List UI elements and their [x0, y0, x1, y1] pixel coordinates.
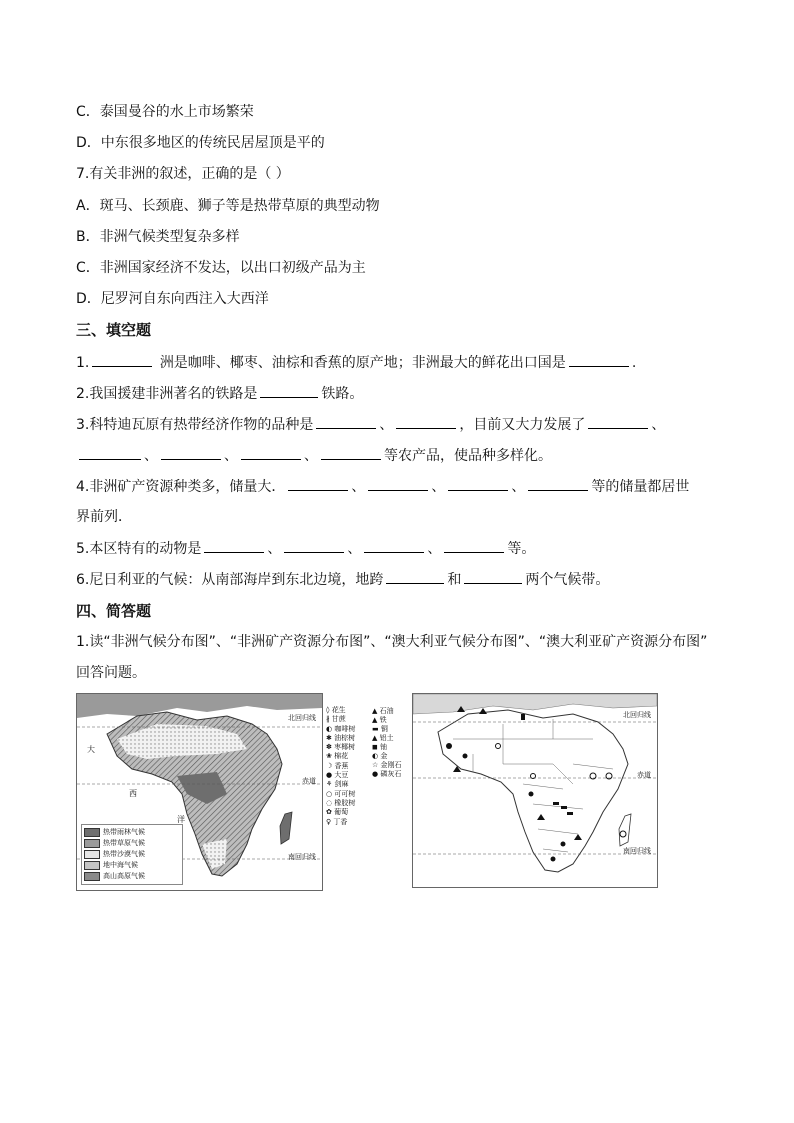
crop-legend-item: ❀ 棉花	[326, 752, 349, 761]
question-7-option-c: C．非洲国家经济不发达，以出口初级产品为主	[76, 260, 366, 276]
ocean-label-1: 大	[87, 745, 95, 754]
mineral-legend-item: ◐ 金	[372, 752, 388, 760]
crop-legend-item: ✿ 葡萄	[326, 808, 349, 817]
mineral-legend-item: ● 磷灰石	[372, 770, 402, 778]
fill-question-6: 6.尼日利亚的气候：从南部海岸到东北边境，地跨 和 两个气候带。	[76, 569, 609, 590]
crop-legend-item: ☽ 香蕉	[326, 761, 349, 770]
ocean-label-2: 西	[129, 789, 137, 798]
climate-legend-item: 地中海气候	[84, 860, 180, 871]
crop-legend-item: ◊ 花生	[326, 706, 346, 714]
ocean-label-3: 洋	[177, 815, 185, 824]
crop-legend-item: ● 大豆	[326, 771, 349, 780]
question-7-option-b: B．非洲气候类型复杂多样	[76, 229, 240, 245]
crop-legend-item: ⚘ 剑麻	[326, 780, 349, 789]
fill-question-3-cont: 、 、 、 等农产品，使品种多样化。	[76, 445, 552, 466]
mineral-legend-item: ▲ 铁	[372, 716, 387, 724]
tropic-north-label: 北回归线	[288, 714, 316, 722]
tropic-north-label: 北回归线	[623, 711, 651, 719]
tropic-south-label: 南回归线	[623, 847, 651, 855]
climate-legend-item: 热带雨林气候	[84, 827, 180, 838]
crop-legend-item: ∦ 甘蔗	[326, 715, 346, 724]
mineral-legend-item: ▲ 铝土	[372, 734, 394, 742]
crop-legend-item: ○ 可可树	[326, 789, 356, 798]
crop-legend-item: ◌ 橡胶树	[326, 798, 356, 807]
fill-question-4: 4.非洲矿产资源种类多，储量大． 、 、 、 等的储量都居世	[76, 476, 689, 497]
fill-question-1: 1. 洲是咖啡、椰枣、油棕和香蕉的原产地；非洲最大的鲜花出口国是 .	[76, 352, 636, 373]
equator-label: 赤道	[302, 777, 316, 785]
section-short-answer-heading: 四、简答题	[76, 602, 152, 620]
madagascar	[619, 814, 631, 846]
mineral-legend-item: ▬ 铜	[372, 725, 388, 733]
climate-legend	[81, 824, 183, 885]
crop-legend-item: ♀ 丁香	[326, 817, 348, 826]
africa-climate-map	[76, 693, 323, 891]
short-question-1-cont: 回答问题。	[76, 665, 146, 681]
fill-question-5: 5.本区特有的动物是 、 、 、 等。	[76, 538, 535, 559]
fill-question-3: 3.科特迪瓦原有热带经济作物的品种是 、 ，目前又大力发展了 、	[76, 414, 665, 435]
fill-question-4-cont: 界前列．	[76, 509, 132, 525]
europe-landmass	[77, 694, 322, 718]
short-question-1: 1.读“非洲气候分布图”、“非洲矿产资源分布图”、“澳大利亚气候分布图”、“澳大利亚矿产资源分布图”	[76, 634, 708, 650]
question-7: 7.有关非洲的叙述，正确的是（ ）	[76, 166, 290, 182]
question-7-option-a: A．斑马、长颈鹿、狮子等是热带草原的典型动物	[76, 198, 380, 214]
crop-legend-item: ✽ 枣椰树	[326, 743, 356, 752]
mineral-legend-item: ◼ 铀	[372, 743, 388, 751]
climate-legend-item: 热带沙漠气候	[84, 849, 180, 860]
crop-legend	[326, 706, 370, 827]
equator-label: 赤道	[637, 771, 651, 779]
option-d-prev: D．中东很多地区的传统民居屋顶是平的	[76, 135, 325, 151]
section-fill-blank-heading: 三、填空题	[76, 321, 152, 339]
climate-legend-item: 高山高原气候	[84, 871, 180, 882]
europe-landmass	[413, 694, 657, 714]
mineral-legend-item: ▲ 石油	[372, 707, 394, 715]
climate-legend-item: 热带草原气候	[84, 838, 180, 849]
crop-legend-item: ✱ 油棕树	[326, 733, 356, 742]
madagascar	[280, 812, 292, 844]
africa-resources-map	[412, 693, 658, 888]
option-c-prev: C．泰国曼谷的水上市场繁荣	[76, 104, 254, 120]
question-7-option-d: D．尼罗河自东向西注入大西洋	[76, 291, 269, 307]
tropic-south-label: 南回归线	[288, 853, 316, 861]
africa-outline	[438, 710, 628, 872]
mineral-legend	[372, 707, 412, 779]
mineral-legend-item: ☆ 金刚石	[372, 761, 402, 769]
crop-legend-item: ◐ 咖啡树	[326, 724, 356, 733]
fill-question-2: 2.我国援建非洲著名的铁路是 铁路。	[76, 383, 363, 404]
